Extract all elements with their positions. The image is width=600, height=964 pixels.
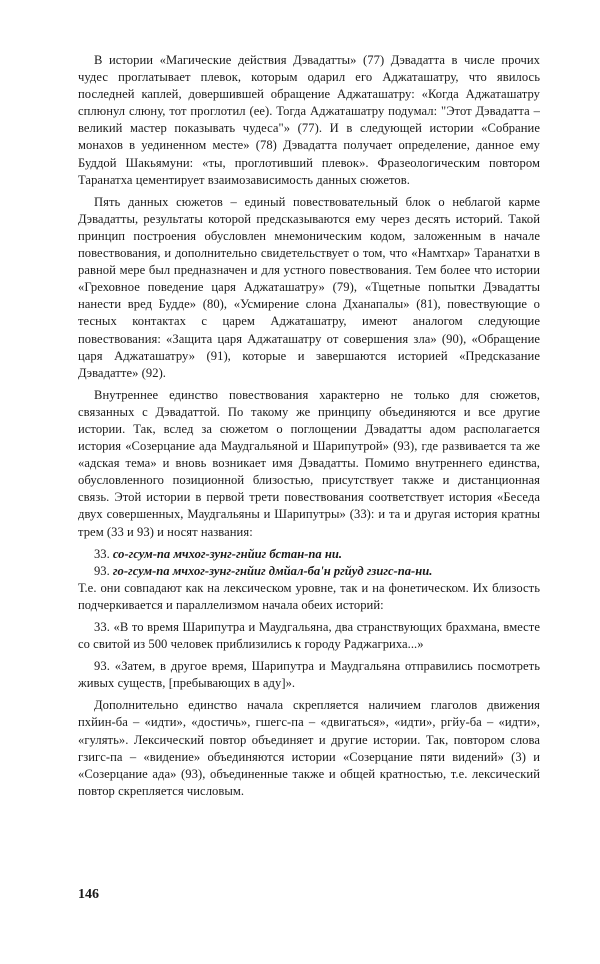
quote-33 <box>78 619 540 653</box>
title-93-text: го-гсум-па мчхог-зунг-гнйиг дмйал-ба'н ргйуд гзигс-па-ни. <box>112 563 433 578</box>
closing-paragraph: Дополнительно единство начала скрепляется наличием глаголов движения пхйин-ба – «идти», «достичь», гшегс-па – «двигаться», «идти», ргйу-ба – «идти», «гулять». Лексический повтор объединяет и другие истории. Так, повтором слова гзигс-па – «видение» объединяются истории «Созерцание пяти видений» (3) и «Созерцание ада» (93), объединенные также и общей кратностью, т.е. лексический повтор скрепляется числовым. <box>78 698 540 798</box>
page-number: 146 <box>78 887 99 902</box>
title-33 <box>78 546 540 563</box>
quote-33-number: 33. <box>94 620 110 634</box>
paragraph-1: В истории «Магические действия Дэвадатты» (77) Дэвадатта в числе прочих чудес проглатывает плевок, которым одарил его Аджаташатру, что явилось последней каплей, довершившей обращение Аджаташатру: «Когда Аджаташатру сплюнул слюну, тот проглотил (ее). Тогда Аджаташатру подумал: "Этот Дэвадатта – великий мастер показывать чудеса"» (77). И в следующей истории «Собрание монахов в уединенном месте» (78) Дэвадатта получает определение, данное ему Буддой Шакьямуни: «ты, проглотивший плевок». Фразеологическим повтором Таранатха цементирует взаимозависимость данных сюжетов. <box>78 53 540 187</box>
quote-33-text: «В то время Шарипутра и Маудгальяна, два странствующих брахмана, вместе со свитой из 500 человек приблизились к городу Раджагриха...» <box>78 620 541 652</box>
title-33-number: 33. <box>94 546 110 561</box>
paragraph-2: Пять данных сюжетов – единый повествовательный блок о неблагой карме Дэвадатты, результаты которой предсказываются ему через десять историй. Такой принцип построения обусловлен мнемоническим кодом, заложенным в начале повествования, и дополнительно свидетельствует о том, что «Намтхар» Таранатхи в равной мере был предназначен и для устного повествования. Тем более что истории «Греховное поведение царя Аджаташатру» (79), «Тщетные попытки Дэвадатты нанести вред Будде» (80), «Усмирение слона Дханапалы» (81), повествующие о тесных контактах с царем Аджаташатру, имеют аналогом следующие повествования: «Защита царя Аджаташатру от совершения зла» (90), «Обращение царя Аджаташатру» (91), которые и завершаются историей «Предсказание Дэвадатте» (92). <box>78 194 540 380</box>
paragraph-3: Внутреннее единство повествования характерно не только для сюжетов, связанных с Дэвадаттой. По такому же принципу объединяются и все другие истории. Так, вслед за сюжетом о поглощении Дэвадатты адом располагается история «Созерцание ада Маудгальяной и Шарипутрой» (93), где развивается та же «адская тема» и вновь возникает имя Дэвадатты. Помимо внутреннего единства, обусловленного позиционной близостью, присутствует также и дистанционная связь. Этой истории в первой трети повествования соответствует история «Беседа двух совершенных, Маудгальяны и Шарипутры» (33): и та и другая история кратны трем (33 и 93) и носят названия: <box>78 387 540 539</box>
quote-93 <box>78 658 540 692</box>
quote-93-number: 93. <box>94 659 110 674</box>
paragraph-after-titles: Т.е. они совпадают как на лексическом уровне, так и на фонетическом. Их близость подчеркивается и параллелизмом начала обеих историй: <box>78 580 540 612</box>
quote-93-text: «Затем, в другое время, Шарипутра и Маудгальяна отправились посмотреть живых существ, [пребывающих в аду]». <box>78 659 541 691</box>
title-93 <box>78 563 540 580</box>
document-page <box>78 52 540 805</box>
title-33-text: со-гсум-па мчхог-зунг-гнйиг бстан-па ни. <box>112 546 343 561</box>
title-93-number: 93. <box>94 563 110 578</box>
